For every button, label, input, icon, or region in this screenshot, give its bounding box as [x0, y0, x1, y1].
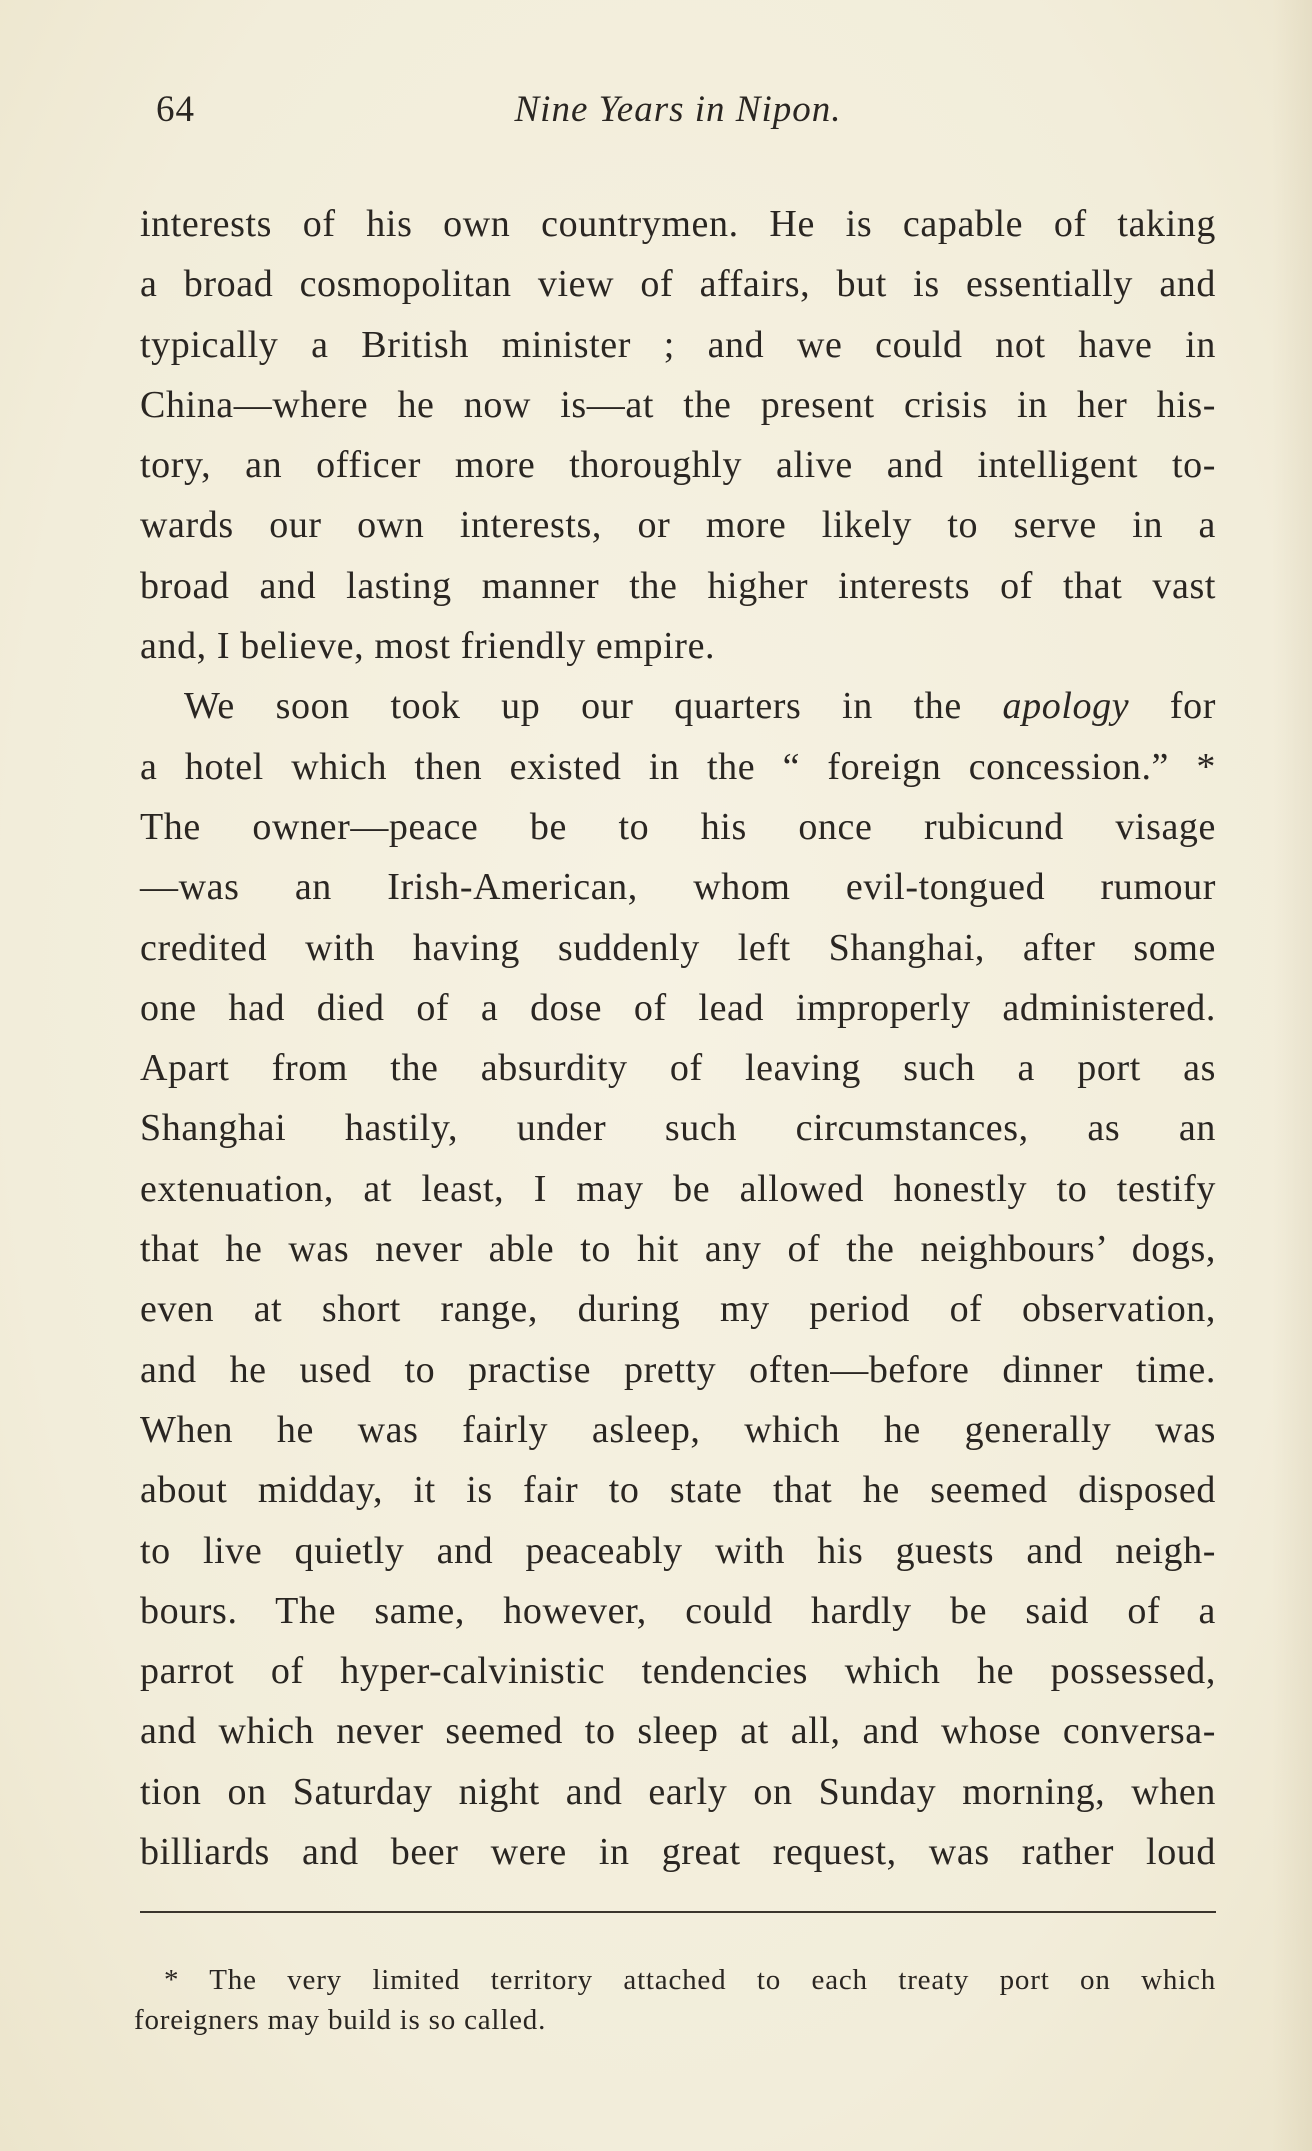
text-line: —was an Irish-American, whom evil-tongued rumour: [140, 866, 1216, 909]
text-line: and which never seemed to sleep at all, and whose conversa-: [140, 1710, 1216, 1753]
footnote-line: * The very limited territory attached to each treaty port on which: [164, 1964, 1216, 1996]
text-line: Shanghai hastily, under such circumstances, as an: [140, 1107, 1216, 1150]
body-text: [140, 194, 1216, 1882]
text-line: extenuation, at least, I may be allowed honestly to testify: [140, 1167, 1216, 1210]
running-title: Nine Years in Nipon.: [514, 89, 842, 130]
text-line: When he was fairly asleep, which he generally was: [140, 1408, 1216, 1451]
text-line: Apart from the absurdity of leaving such a port as: [140, 1047, 1216, 1090]
text-line: a broad cosmopolitan view of affairs, but is essentially and: [140, 263, 1216, 306]
text-line: bours. The same, however, could hardly be said of a: [140, 1589, 1216, 1632]
italic-word: apology: [1002, 685, 1130, 728]
text-line: tion on Saturday night and early on Sunday morning, when: [140, 1770, 1216, 1813]
footnote: [134, 1960, 1216, 2040]
text-line: typically a British minister ; and we could not have in: [140, 323, 1216, 366]
text-line: about midday, it is fair to state that he seemed disposed: [140, 1469, 1216, 1512]
text-line: even at short range, during my period of observation,: [140, 1288, 1216, 1331]
text-line: a hotel which then existed in the “ foreign concession.” *: [140, 745, 1216, 788]
paragraph-start-line: [140, 676, 1216, 736]
text-line: interests of his own countrymen. He is capable of taking: [140, 203, 1216, 245]
text-line: one had died of a dose of lead improperly administered.: [140, 986, 1216, 1029]
text-line: billiards and beer were in great request, was rather loud: [140, 1831, 1216, 1874]
text-line: China—where he now is—at the present crisis in her his-: [140, 383, 1216, 426]
text-line: tory, an officer more thoroughly alive and intelligent to-: [140, 444, 1216, 487]
page-edge-shading: [1272, 0, 1312, 2151]
running-head: [140, 88, 1216, 138]
text-line: The owner—peace be to his once rubicund visage: [140, 805, 1216, 848]
page-number: 64: [156, 89, 195, 130]
text-line: and he used to practise pretty often—before dinner time.: [140, 1348, 1216, 1391]
footnote-line: foreigners may build is so called.: [134, 2004, 547, 2036]
text-line: credited with having suddenly left Shanghai, after some: [140, 926, 1216, 969]
paragraph-end-line: and, I believe, most friendly empire.: [140, 625, 716, 668]
text-line: broad and lasting manner the higher interests of that vast: [140, 564, 1216, 607]
text-line: wards our own interests, or more likely to serve in a: [140, 504, 1216, 547]
text-line: that he was never able to hit any of the neighbours’ dogs,: [140, 1228, 1216, 1271]
text-line: parrot of hyper-calvinistic tendencies which he possessed,: [140, 1650, 1216, 1693]
text-segment: for: [1169, 685, 1216, 728]
text-line: to live quietly and peaceably with his guests and neigh-: [140, 1529, 1216, 1572]
footnote-divider: [140, 1911, 1216, 1913]
text-segment: We soon took up our quarters in the: [184, 685, 962, 728]
